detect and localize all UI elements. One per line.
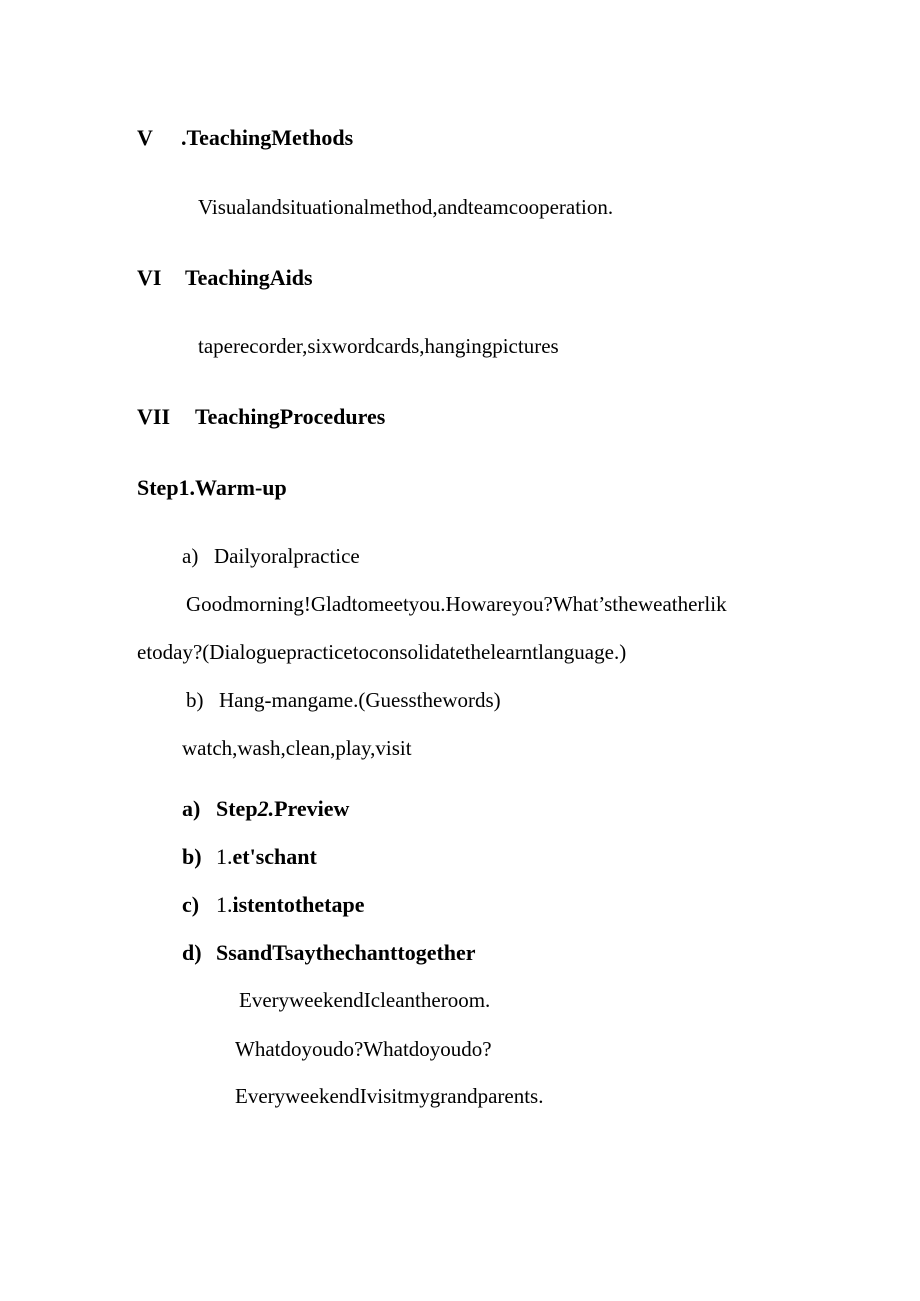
- list-text: Dailyoralpractice: [214, 544, 360, 568]
- dialogue-line-1: Goodmorning!Gladtomeetyou.Howareyou?What’stheweatherlik: [186, 592, 727, 616]
- section-title: TeachingProcedures: [195, 404, 386, 429]
- chant-line: EveryweekendIcleantheroom.: [239, 988, 491, 1012]
- list-text: 1.et'schant: [216, 844, 317, 869]
- section-number: VII: [137, 404, 171, 429]
- list-marker: a): [182, 544, 199, 568]
- list-text: SsandTsaythechanttogether: [216, 940, 476, 965]
- aids-body: taperecorder,sixwordcards,hangingpictures: [198, 334, 559, 358]
- section-title: TeachingAids: [185, 265, 313, 290]
- dialogue-line-2: etoday?(Dialoguepracticetoconsolidatethelearntlanguage.): [137, 640, 627, 664]
- list-marker: b): [186, 688, 204, 712]
- list-text: Hang-mangame.(Guessthewords): [219, 688, 501, 712]
- list-marker: c): [182, 892, 200, 917]
- section-title: .TeachingMethods: [181, 125, 354, 150]
- list-marker: b): [182, 844, 202, 869]
- chant-line: EveryweekendIvisitmygrandparents.: [235, 1084, 544, 1108]
- chant-line: Whatdoyoudo?Whatdoyoudo?: [235, 1037, 492, 1061]
- section-number: VI: [137, 265, 162, 290]
- list-text: Step2.Preview: [216, 796, 350, 821]
- list-text: 1.istentothetape: [216, 892, 365, 917]
- list-marker: a): [182, 796, 201, 821]
- list-marker: d): [182, 940, 202, 965]
- word-list: watch,wash,clean,play,visit: [182, 736, 412, 760]
- methods-body: Visualandsituationalmethod,andteamcooperation.: [198, 195, 614, 219]
- section-number: V: [137, 125, 153, 150]
- step1-title: Step1.Warm-up: [137, 475, 287, 500]
